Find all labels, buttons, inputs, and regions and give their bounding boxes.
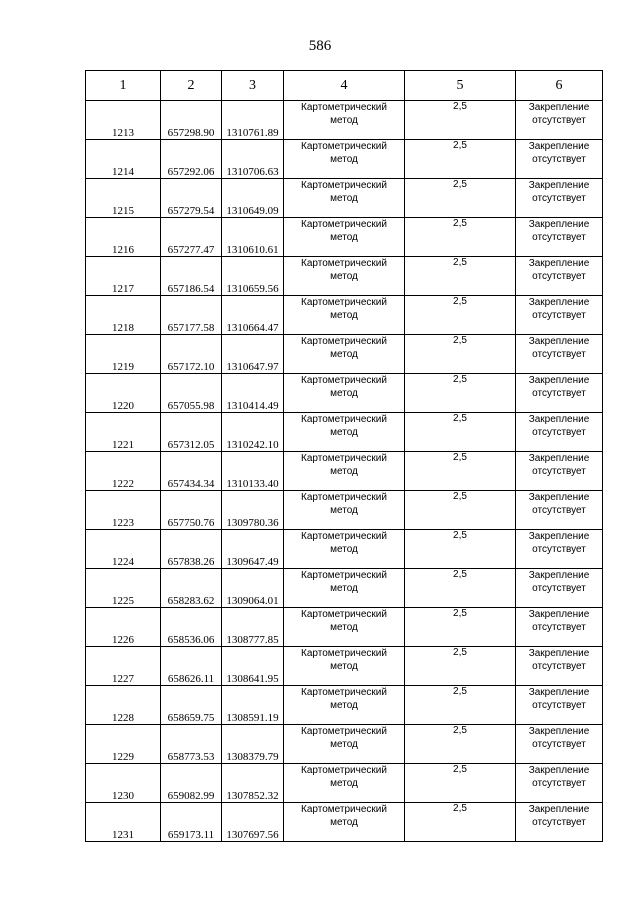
y-coordinate-cell: 1308777.85 [222, 608, 284, 647]
method-cell [284, 803, 405, 842]
accuracy-cell: 2,5 [405, 452, 516, 491]
status-line-1: Закрепление [528, 726, 590, 737]
table-row [86, 764, 603, 803]
method-line-2: метод [330, 271, 358, 282]
marking-status-cell [516, 413, 603, 452]
status-line-2: отсутствует [532, 622, 586, 633]
method-line-1: Картометрический [301, 453, 387, 464]
status-line-2: отсутствует [532, 739, 586, 750]
accuracy-cell: 2,5 [405, 491, 516, 530]
point-number-cell: 1229 [86, 725, 161, 764]
method-line-2: метод [330, 388, 358, 399]
marking-status-cell [516, 218, 603, 257]
status-line-2: отсутствует [532, 700, 586, 711]
status-line-2: отсутствует [532, 778, 586, 789]
status-line-2: отсутствует [532, 427, 586, 438]
method-line-2: метод [330, 466, 358, 477]
method-cell [284, 179, 405, 218]
method-line-2: метод [330, 583, 358, 594]
status-line-1: Закрепление [528, 180, 590, 191]
header-cell-col-3: 3 [222, 71, 284, 101]
table-row [86, 374, 603, 413]
status-line-2: отсутствует [532, 466, 586, 477]
method-line-1: Картометрический [301, 336, 387, 347]
x-coordinate-cell: 659173.11 [161, 803, 222, 842]
marking-status-cell [516, 374, 603, 413]
x-coordinate-cell: 657277.47 [161, 218, 222, 257]
accuracy-cell: 2,5 [405, 569, 516, 608]
x-coordinate-cell: 657298.90 [161, 101, 222, 140]
accuracy-cell: 2,5 [405, 686, 516, 725]
point-number-cell: 1222 [86, 452, 161, 491]
coordinates-table [85, 70, 603, 842]
status-line-1: Закрепление [528, 258, 590, 269]
method-line-2: метод [330, 505, 358, 516]
method-line-1: Картометрический [301, 219, 387, 230]
status-line-1: Закрепление [528, 297, 590, 308]
point-number-cell: 1226 [86, 608, 161, 647]
status-line-2: отсутствует [532, 232, 586, 243]
table-row [86, 179, 603, 218]
x-coordinate-cell: 657292.06 [161, 140, 222, 179]
x-coordinate-cell: 658536.06 [161, 608, 222, 647]
y-coordinate-cell: 1310133.40 [222, 452, 284, 491]
method-cell [284, 101, 405, 140]
method-line-1: Картометрический [301, 531, 387, 542]
method-line-1: Картометрический [301, 492, 387, 503]
status-line-1: Закрепление [528, 609, 590, 620]
table-row [86, 608, 603, 647]
marking-status-cell [516, 140, 603, 179]
y-coordinate-cell: 1310659.56 [222, 257, 284, 296]
accuracy-cell: 2,5 [405, 764, 516, 803]
marking-status-cell [516, 647, 603, 686]
x-coordinate-cell: 657312.05 [161, 413, 222, 452]
method-cell [284, 218, 405, 257]
method-line-2: метод [330, 700, 358, 711]
point-number-cell: 1216 [86, 218, 161, 257]
status-line-2: отсутствует [532, 349, 586, 360]
method-line-2: метод [330, 544, 358, 555]
table-row [86, 257, 603, 296]
method-line-1: Картометрический [301, 375, 387, 386]
y-coordinate-cell: 1309064.01 [222, 569, 284, 608]
point-number-cell: 1215 [86, 179, 161, 218]
point-number-cell: 1213 [86, 101, 161, 140]
status-line-2: отсутствует [532, 544, 586, 555]
header-cell-col-5: 5 [405, 71, 516, 101]
method-cell [284, 413, 405, 452]
status-line-2: отсутствует [532, 817, 586, 828]
accuracy-cell: 2,5 [405, 218, 516, 257]
y-coordinate-cell: 1308591.19 [222, 686, 284, 725]
point-number-cell: 1221 [86, 413, 161, 452]
x-coordinate-cell: 658773.53 [161, 725, 222, 764]
header-cell-col-6: 6 [516, 71, 603, 101]
accuracy-cell: 2,5 [405, 725, 516, 764]
method-line-2: метод [330, 427, 358, 438]
accuracy-cell: 2,5 [405, 413, 516, 452]
accuracy-cell: 2,5 [405, 335, 516, 374]
status-line-1: Закрепление [528, 336, 590, 347]
accuracy-cell: 2,5 [405, 140, 516, 179]
marking-status-cell [516, 608, 603, 647]
point-number-cell: 1224 [86, 530, 161, 569]
x-coordinate-cell: 657838.26 [161, 530, 222, 569]
table-row [86, 452, 603, 491]
table-row [86, 335, 603, 374]
method-line-2: метод [330, 154, 358, 165]
y-coordinate-cell: 1310414.49 [222, 374, 284, 413]
y-coordinate-cell: 1310649.09 [222, 179, 284, 218]
table-row [86, 413, 603, 452]
method-line-1: Картометрический [301, 258, 387, 269]
accuracy-cell: 2,5 [405, 530, 516, 569]
status-line-1: Закрепление [528, 804, 590, 815]
marking-status-cell [516, 257, 603, 296]
marking-status-cell [516, 569, 603, 608]
status-line-2: отсутствует [532, 154, 586, 165]
method-line-1: Картометрический [301, 609, 387, 620]
method-line-1: Картометрический [301, 141, 387, 152]
x-coordinate-cell: 657750.76 [161, 491, 222, 530]
method-line-2: метод [330, 193, 358, 204]
table-row [86, 218, 603, 257]
method-cell [284, 725, 405, 764]
status-line-1: Закрепление [528, 414, 590, 425]
page-number: 586 [308, 38, 332, 54]
method-cell [284, 335, 405, 374]
method-cell [284, 530, 405, 569]
table-row [86, 569, 603, 608]
method-line-2: метод [330, 310, 358, 321]
status-line-1: Закрепление [528, 219, 590, 230]
y-coordinate-cell: 1309780.36 [222, 491, 284, 530]
point-number-cell: 1225 [86, 569, 161, 608]
method-line-1: Картометрический [301, 765, 387, 776]
accuracy-cell: 2,5 [405, 257, 516, 296]
marking-status-cell [516, 764, 603, 803]
y-coordinate-cell: 1308641.95 [222, 647, 284, 686]
x-coordinate-cell: 658626.11 [161, 647, 222, 686]
x-coordinate-cell: 658283.62 [161, 569, 222, 608]
table-row [86, 491, 603, 530]
method-line-2: метод [330, 739, 358, 750]
accuracy-cell: 2,5 [405, 608, 516, 647]
status-line-2: отсутствует [532, 583, 586, 594]
method-cell [284, 491, 405, 530]
marking-status-cell [516, 725, 603, 764]
y-coordinate-cell: 1307852.32 [222, 764, 284, 803]
header-cell-col-4: 4 [284, 71, 405, 101]
x-coordinate-cell: 658659.75 [161, 686, 222, 725]
accuracy-cell: 2,5 [405, 296, 516, 335]
marking-status-cell [516, 296, 603, 335]
status-line-2: отсутствует [532, 310, 586, 321]
status-line-1: Закрепление [528, 648, 590, 659]
y-coordinate-cell: 1310664.47 [222, 296, 284, 335]
y-coordinate-cell: 1309647.49 [222, 530, 284, 569]
table-body [86, 101, 603, 842]
accuracy-cell: 2,5 [405, 803, 516, 842]
status-line-1: Закрепление [528, 453, 590, 464]
status-line-2: отсутствует [532, 505, 586, 516]
y-coordinate-cell: 1307697.56 [222, 803, 284, 842]
point-number-cell: 1227 [86, 647, 161, 686]
method-line-1: Картометрический [301, 687, 387, 698]
table-row [86, 686, 603, 725]
status-line-1: Закрепление [528, 102, 590, 113]
header-row [86, 71, 603, 101]
method-line-2: метод [330, 661, 358, 672]
y-coordinate-cell: 1308379.79 [222, 725, 284, 764]
marking-status-cell [516, 335, 603, 374]
method-cell [284, 374, 405, 413]
status-line-1: Закрепление [528, 765, 590, 776]
status-line-2: отсутствует [532, 193, 586, 204]
point-number-cell: 1228 [86, 686, 161, 725]
method-line-1: Картометрический [301, 414, 387, 425]
method-line-1: Картометрический [301, 297, 387, 308]
table-row [86, 140, 603, 179]
status-line-1: Закрепление [528, 492, 590, 503]
method-cell [284, 452, 405, 491]
point-number-cell: 1223 [86, 491, 161, 530]
method-line-2: метод [330, 232, 358, 243]
table-row [86, 803, 603, 842]
marking-status-cell [516, 101, 603, 140]
method-line-1: Картометрический [301, 180, 387, 191]
y-coordinate-cell: 1310761.89 [222, 101, 284, 140]
method-line-1: Картометрический [301, 726, 387, 737]
status-line-2: отсутствует [532, 661, 586, 672]
point-number-cell: 1217 [86, 257, 161, 296]
method-cell [284, 686, 405, 725]
marking-status-cell [516, 530, 603, 569]
accuracy-cell: 2,5 [405, 101, 516, 140]
table-row [86, 101, 603, 140]
accuracy-cell: 2,5 [405, 374, 516, 413]
marking-status-cell [516, 452, 603, 491]
method-cell [284, 764, 405, 803]
x-coordinate-cell: 657279.54 [161, 179, 222, 218]
method-line-2: метод [330, 622, 358, 633]
method-line-2: метод [330, 778, 358, 789]
point-number-cell: 1230 [86, 764, 161, 803]
method-line-2: метод [330, 349, 358, 360]
status-line-2: отсутствует [532, 115, 586, 126]
method-line-1: Картометрический [301, 804, 387, 815]
accuracy-cell: 2,5 [405, 179, 516, 218]
y-coordinate-cell: 1310647.97 [222, 335, 284, 374]
y-coordinate-cell: 1310706.63 [222, 140, 284, 179]
table-row [86, 296, 603, 335]
x-coordinate-cell: 657055.98 [161, 374, 222, 413]
y-coordinate-cell: 1310242.10 [222, 413, 284, 452]
table-row [86, 530, 603, 569]
method-line-1: Картометрический [301, 570, 387, 581]
status-line-1: Закрепление [528, 570, 590, 581]
method-cell [284, 296, 405, 335]
method-cell [284, 608, 405, 647]
status-line-2: отсутствует [532, 271, 586, 282]
table-header [86, 71, 603, 101]
marking-status-cell [516, 491, 603, 530]
x-coordinate-cell: 657434.34 [161, 452, 222, 491]
method-cell [284, 257, 405, 296]
header-cell-col-1: 1 [86, 71, 161, 101]
point-number-cell: 1220 [86, 374, 161, 413]
status-line-1: Закрепление [528, 375, 590, 386]
method-cell [284, 569, 405, 608]
point-number-cell: 1219 [86, 335, 161, 374]
x-coordinate-cell: 657177.58 [161, 296, 222, 335]
method-line-2: метод [330, 817, 358, 828]
marking-status-cell [516, 686, 603, 725]
marking-status-cell [516, 179, 603, 218]
status-line-2: отсутствует [532, 388, 586, 399]
method-cell [284, 647, 405, 686]
method-cell [284, 140, 405, 179]
x-coordinate-cell: 657172.10 [161, 335, 222, 374]
method-line-1: Картометрический [301, 648, 387, 659]
point-number-cell: 1214 [86, 140, 161, 179]
x-coordinate-cell: 657186.54 [161, 257, 222, 296]
method-line-2: метод [330, 115, 358, 126]
status-line-1: Закрепление [528, 141, 590, 152]
method-line-1: Картометрический [301, 102, 387, 113]
status-line-1: Закрепление [528, 687, 590, 698]
table-row [86, 725, 603, 764]
marking-status-cell [516, 803, 603, 842]
status-line-1: Закрепление [528, 531, 590, 542]
x-coordinate-cell: 659082.99 [161, 764, 222, 803]
table-row [86, 647, 603, 686]
y-coordinate-cell: 1310610.61 [222, 218, 284, 257]
point-number-cell: 1231 [86, 803, 161, 842]
point-number-cell: 1218 [86, 296, 161, 335]
accuracy-cell: 2,5 [405, 647, 516, 686]
header-cell-col-2: 2 [161, 71, 222, 101]
